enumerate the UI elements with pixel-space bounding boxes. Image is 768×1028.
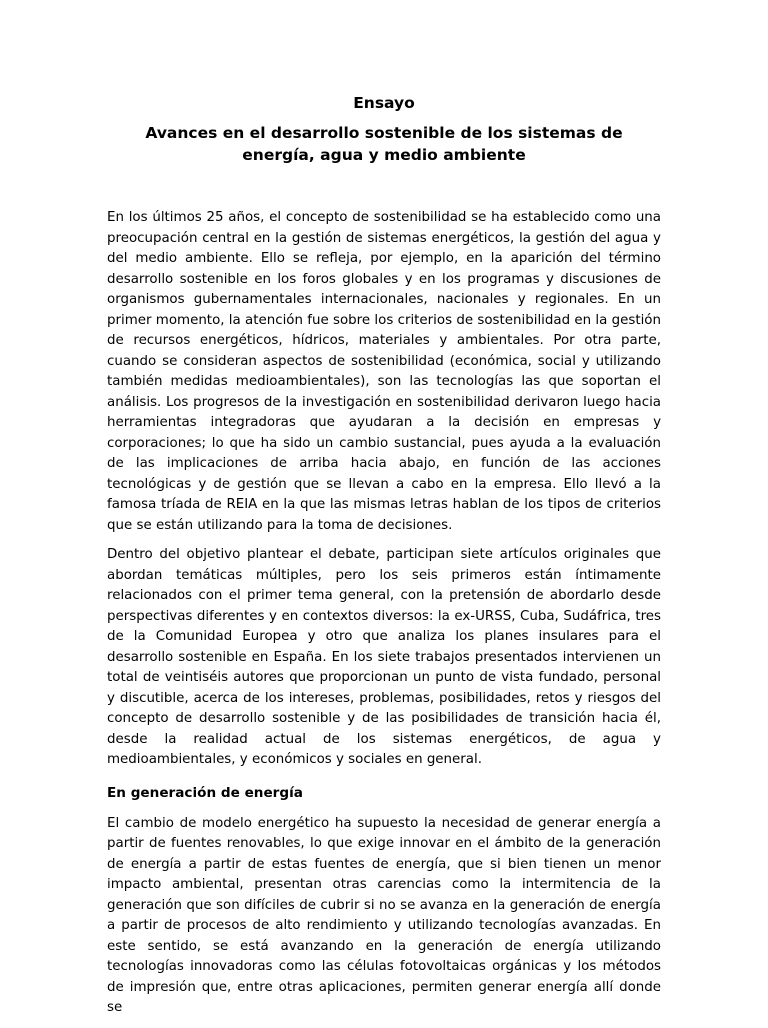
section-paragraph: El cambio de modelo energético ha supuesto la necesidad de generar energía a partir de fuentes renovables, lo que exige innovar en el ámbito de la generación de energía a partir de estas fuentes de energía, que si bien tienen un menor impacto ambiental, presentan otras carencias como la intermitencia de la generación que son difíciles de cubrir si no se avanza en la generación de energía a partir de procesos de alto rendimiento y utilizando tecnologías avanzadas. En este sentido, se está avanzando en la generación de energía utilizando tecnologías innovadoras como las células fotovoltaicas orgánicas y los métodos de impresión que, entre otras aplicaciones, permiten generar energía allí donde se (107, 815, 661, 1015)
document-title: Avances en el desarrollo sostenible de los sistemas de energía, agua y medio ambiente (145, 124, 623, 164)
document-body (107, 208, 661, 1019)
document-label: Ensayo (353, 94, 415, 112)
document-page (107, 92, 661, 1028)
body-paragraph-1: En los últimos 25 años, el concepto de sostenibilidad se ha establecido como una preocupación central en la gestión de sistemas energéticos, la gestión del agua y del medio ambiente. Ello se refleja, por ejemplo, en la aparición del término desarrollo sostenible en los foros globales y en los programas y discusiones de organismos gubernamentales internacionales, nacionales y regionales. En un primer momento, la atención fue sobre los criterios de sostenibilidad en la gestión de recursos energéticos, hídricos, materiales y ambientales. Por otra parte, cuando se consideran aspectos de sostenibilidad (económica, social y utilizando también medidas medioambientales), son las tecnologías las que soportan el análisis. Los progresos de la investigación en sostenibilidad derivaron luego hacia herramientas integradoras que ayudaran a la decisión en empresas y corporaciones; lo que ha sido un cambio sustancial, pues ayuda a la evaluación de las implicaciones de arriba hacia abajo, en función de las acciones tecnológicas y de gestión que se llevan a cabo en la empresa. Ello llevó a la famosa tríada de REIA en la que las mismas letras hablan de los tipos de criterios que se están utilizando para la toma de decisiones. (107, 210, 661, 533)
section-heading: En generación de energía (107, 784, 303, 801)
body-paragraph-2: Dentro del objetivo plantear el debate, participan siete artículos originales que abordan temáticas múltiples, pero los seis primeros están íntimamente relacionados con el primer tema general, con la pretensión de abordarlo desde perspectivas diferentes y en contextos diversos: la ex-URSS, Cuba, Sudáfrica, tres de la Comunidad Europea y otro que analiza los planes insulares para el desarrollo sostenible en España. En los siete trabajos presentados intervienen un total de veintiséis autores que proporcionan un punto de vista fundado, personal y discutible, acerca de los intereses, problemas, posibilidades, retos y riesgos del concepto de desarrollo sostenible y de las posibilidades de transición hacia él, desde la realidad actual de los sistemas energéticos, de agua y medioambientales, y económicos y sociales en general. (107, 547, 661, 767)
